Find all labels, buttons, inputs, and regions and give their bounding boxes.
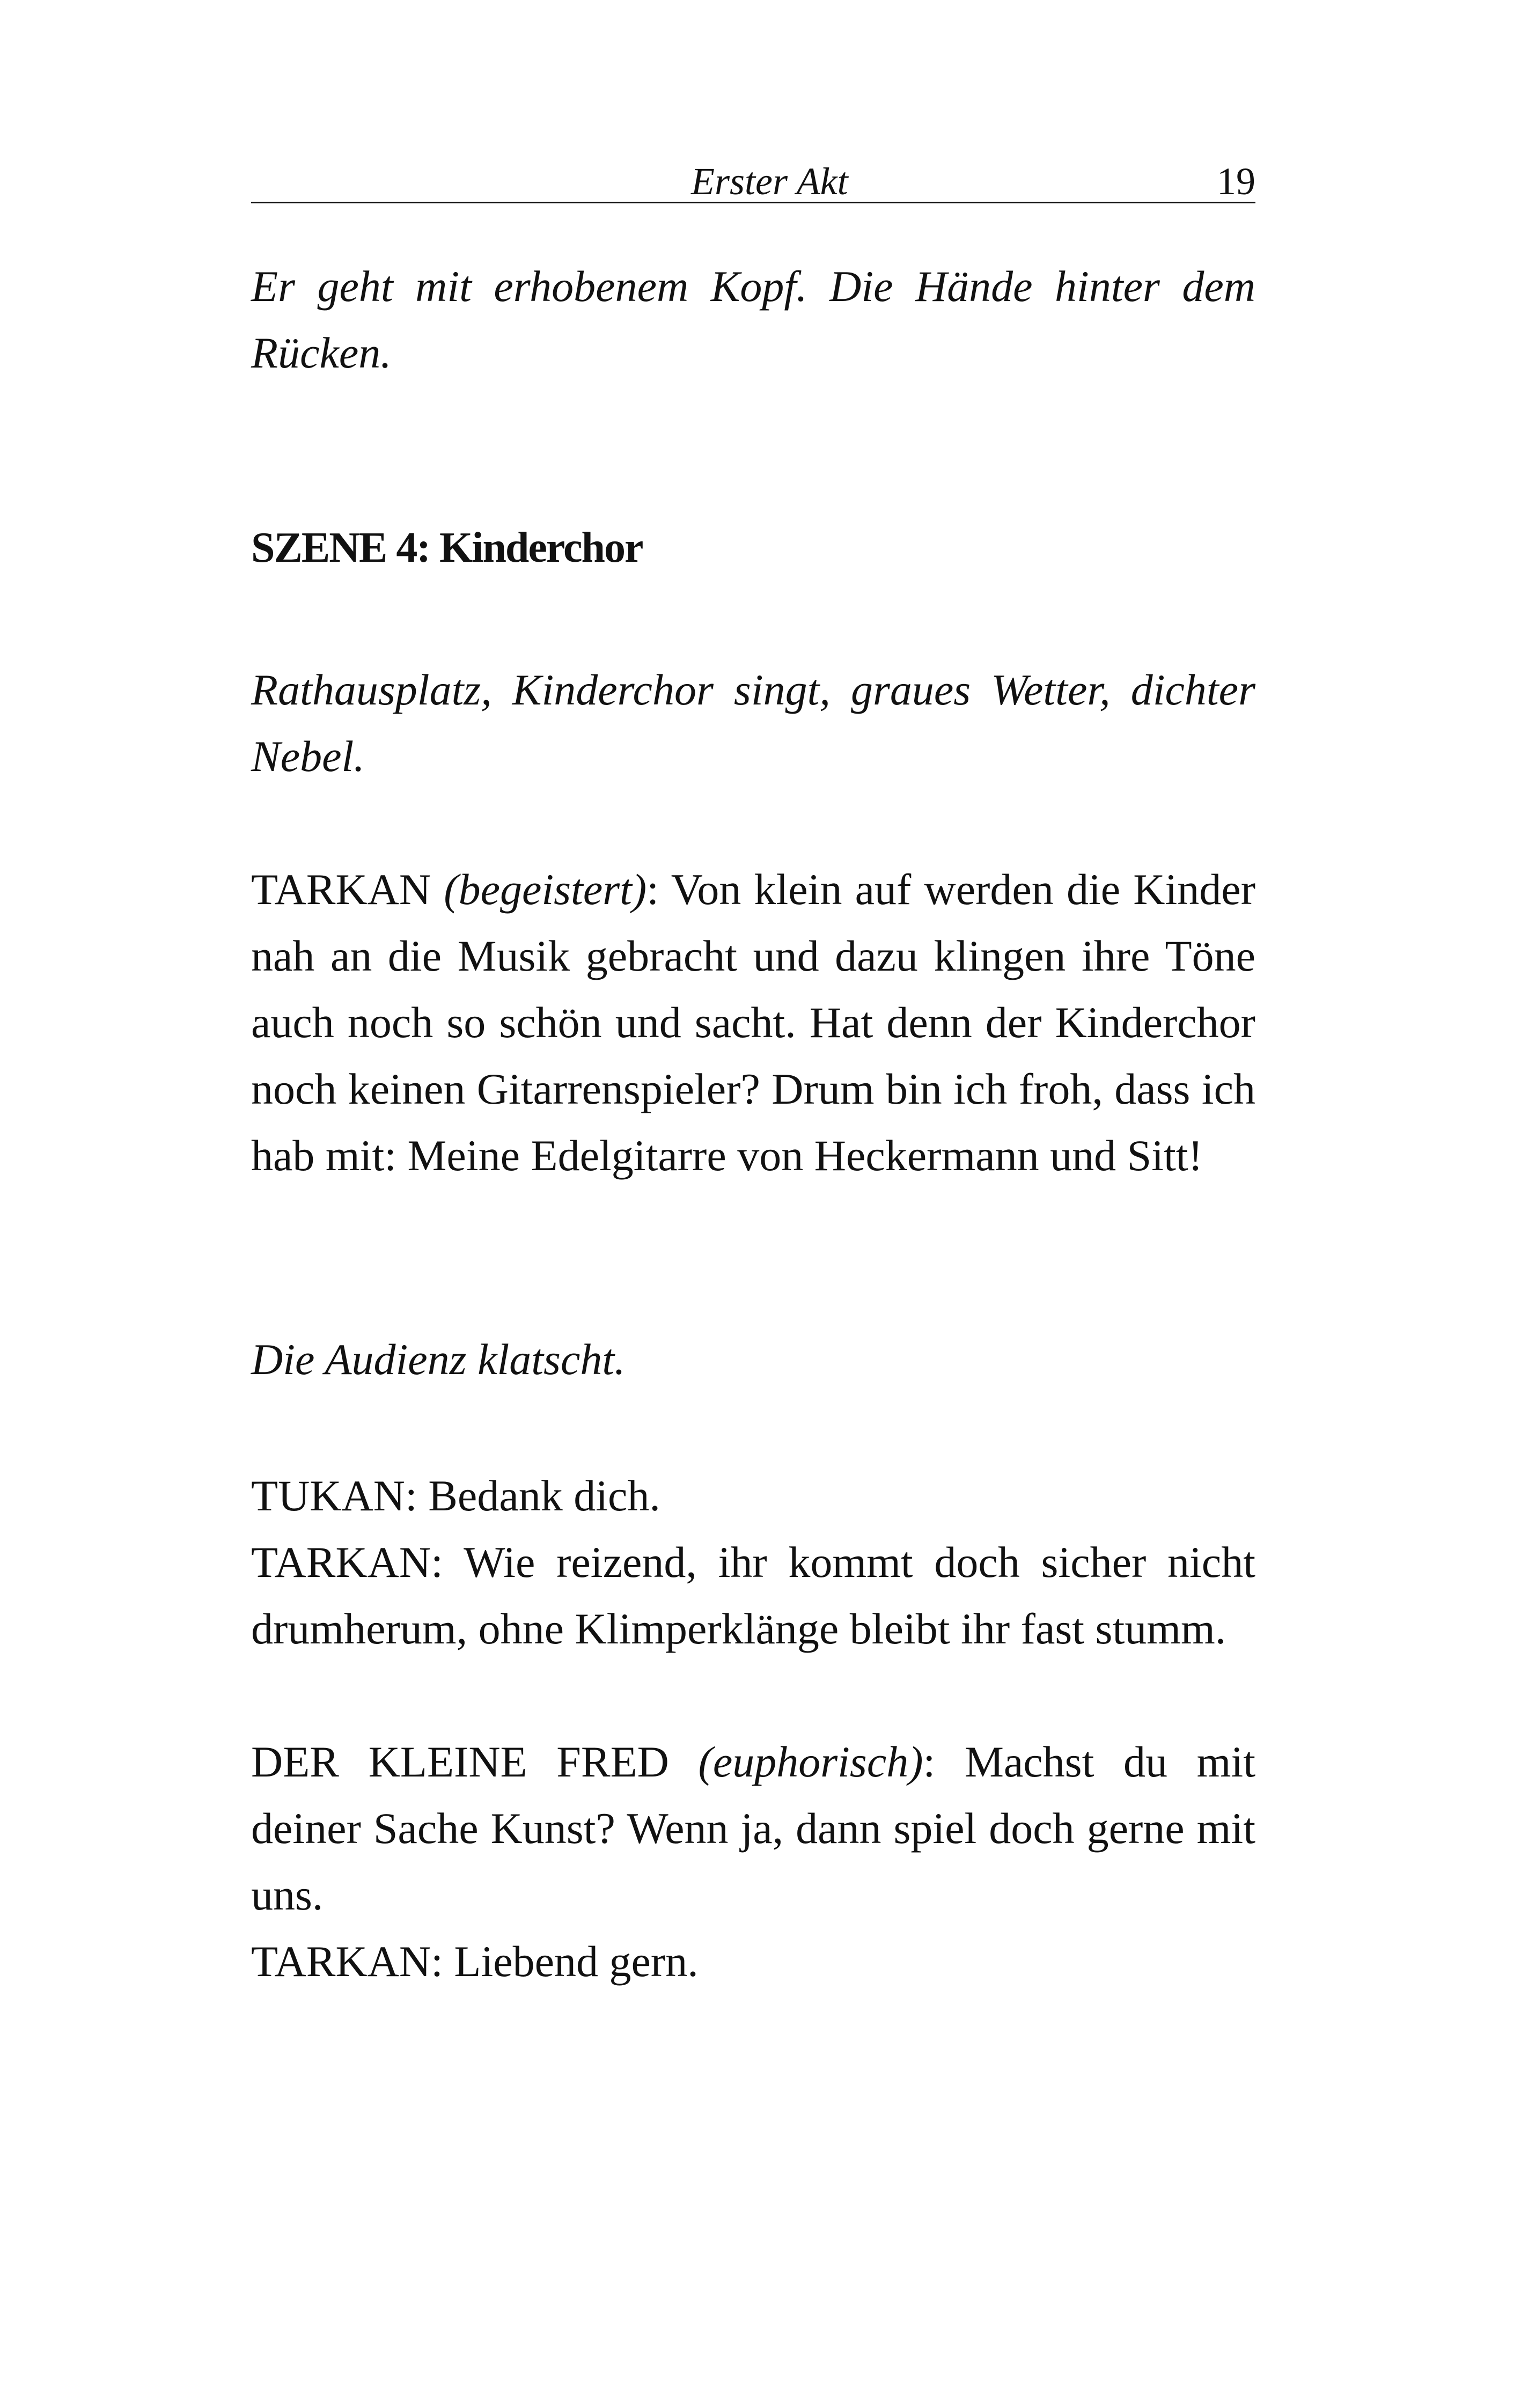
dialogue-line	[251, 1729, 1255, 1928]
dialogue-line	[251, 856, 1255, 1189]
header-title: Erster Akt	[691, 160, 848, 203]
scene-heading: SZENE 4: Kinderchor	[251, 524, 643, 571]
stage-direction: Rathausplatz, Kinderchor singt, graues Wetter, dichter Nebel.	[251, 665, 1255, 781]
speaker-direction: (begeistert)	[444, 865, 647, 914]
dialogue-line: TARKAN: Wie reizend, ihr kommt doch sicher nicht drumherum, ohne Klimperklänge bleibt ihr fast stumm.	[251, 1538, 1255, 1653]
dialogue-text: : Machst du mit deiner Sache Kunst? Wenn ja, dann spiel doch gerne mit uns.	[251, 1737, 1255, 1919]
dialogue-text: : Von klein auf werden die Kinder nah an die Musik gebracht und dazu klingen ihre Töne auch noch so schön und sacht. Hat denn der Kinderchor noch keinen Gitarrenspieler? Drum bin ich froh, dass ich hab mit: Meine Edelgitarre von Heckermann und Sitt!	[251, 865, 1256, 1180]
speaker-direction: (euphorisch)	[698, 1737, 923, 1786]
stage-direction: Die Audienz klatscht.	[251, 1335, 626, 1384]
speaker-name: DER KLEINE FRED	[251, 1737, 669, 1786]
stage-direction: Er geht mit erhobenem Kopf. Die Hände hinter dem Rücken.	[251, 262, 1255, 377]
speaker-name: TARKAN	[251, 865, 431, 914]
book-page	[251, 0, 1255, 2408]
running-header	[251, 159, 1255, 203]
dialogue-line: TUKAN: Bedank dich.	[251, 1471, 660, 1520]
dialogue-line: TARKAN: Liebend gern.	[251, 1937, 699, 1986]
page-number: 19	[1217, 160, 1255, 203]
